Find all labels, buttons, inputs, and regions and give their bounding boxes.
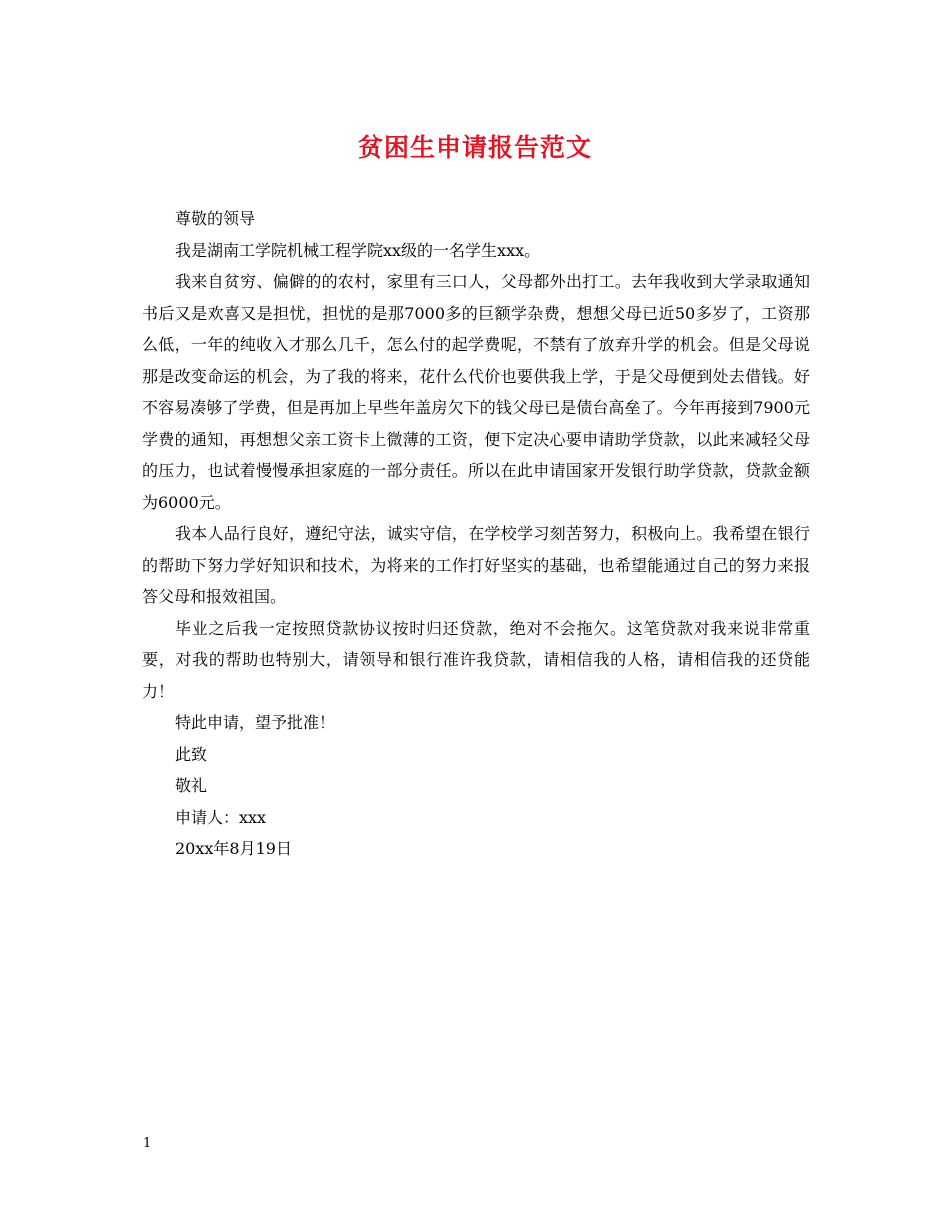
paragraph-request: 特此申请，望予批准！: [175, 713, 336, 732]
paragraph-character: 我本人品行良好，遵纪守法，诚实守信，在学校学习刻苦努力，积极向上。我希望在银行的帮助下努力学好知识和技术，为将来的工作打好坚实的基础，也希望能通过自己的努力来报答父母和报效祖国。: [142, 524, 810, 606]
document-date: 20xx年8月19日: [175, 839, 292, 858]
page-number: 1: [143, 1136, 152, 1151]
document-title: 贫困生申请报告范文: [357, 133, 592, 162]
paragraph-commitment: 毕业之后我一定按照贷款协议按时归还贷款，绝对不会拖欠。这笔贷款对我来说非常重要，对我的帮助也特别大，请领导和银行准许我贷款，请相信我的人格，请相信我的还贷能力！: [142, 618, 810, 701]
document-body: [142, 203, 810, 865]
closing-greeting: 此致: [175, 744, 208, 764]
paragraph-background: 我来自贫穷、偏僻的的农村，家里有三口人，父母都外出打工。去年我收到大学录取通知书后又是欢喜又是担忧，担忧的是那7000多的巨额学杂费，想想父母已近50多岁了，工资那么低，一年的纯收入才那么几千，怎么付的起学费呢，不禁有了放弃升学的机会。但是父母说那是改变命运的机会，为了我的将来，花什么代价也要供我上学，于是父母便到处去借钱。好不容易凑够了学费，但是再加上早些年盖房欠下的钱父母已是债台高垒了。今年再接到7900元学费的通知，再想想父亲工资卡上微薄的工资，便下定决心要申请助学贷款，以此来减轻父母的压力，也试着慢慢承担家庭的一部分责任。所以在此申请国家开发银行助学贷款，贷款金额为6000元。: [142, 272, 810, 512]
salutation: 尊敬的领导: [175, 209, 256, 228]
applicant-signature: 申请人：xxx: [175, 807, 267, 827]
paragraph-intro: 我是湖南工学院机械工程学院xx级的一名学生xxx。: [175, 240, 541, 260]
closing-salute: 敬礼: [175, 776, 208, 795]
